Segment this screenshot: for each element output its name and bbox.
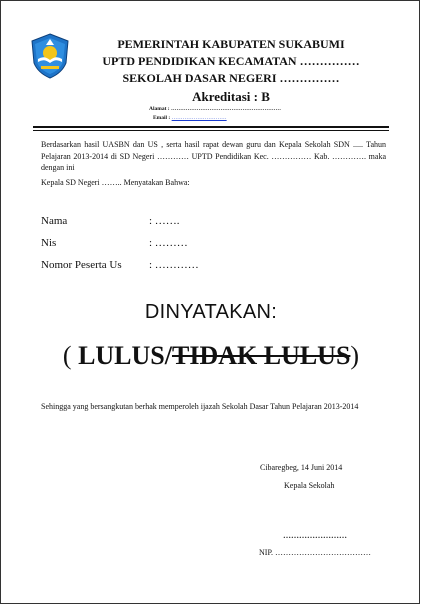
header-uptd: UPTD PENDIDIKAN KECAMATAN …………… bbox=[102, 54, 360, 68]
result-line bbox=[1, 341, 421, 371]
field-value: : ……. bbox=[149, 215, 180, 227]
email-label: Email : bbox=[153, 115, 171, 121]
field-value: : ………… bbox=[149, 259, 199, 271]
field-nis bbox=[41, 237, 188, 249]
field-label: Nomor Peserta Us bbox=[41, 259, 122, 271]
field-label: Nama bbox=[41, 215, 68, 227]
tut-wuri-handayani-logo-icon bbox=[29, 33, 71, 79]
field-value: : ……… bbox=[149, 237, 188, 249]
address-line bbox=[149, 106, 281, 112]
intro-statement: Kepala SD Negeri …….. Menyatakan Bahwa: bbox=[41, 178, 190, 187]
closing-paragraph: Sehingga yang bersangkutan berhak memperoleh ijazah Sekolah Dasar Tahun Pelajaran 2013-2014 bbox=[41, 402, 359, 411]
signatory-nip: NIP. ……………………………… bbox=[259, 548, 372, 557]
header-divider-thin bbox=[33, 130, 389, 131]
signatory-name-line: …………………… bbox=[283, 531, 347, 540]
email-link[interactable]: ………………………… bbox=[171, 115, 227, 121]
field-nomor-peserta bbox=[41, 259, 199, 271]
email-line bbox=[153, 115, 227, 121]
place-date: Cibaregbeg, 14 Juni 2014 bbox=[260, 463, 343, 472]
result-tidak-lulus: TIDAK LULUS bbox=[171, 341, 351, 370]
header-government: PEMERINTAH KABUPATEN SUKABUMI bbox=[117, 37, 345, 51]
field-nama bbox=[41, 215, 180, 227]
address-value: …………………………………………………… bbox=[171, 106, 281, 112]
close-paren: ) bbox=[350, 341, 360, 370]
intro-paragraph: Berdasarkan hasil UASBN dan US , serta hasil rapat dewan guru dan Kepala Sekolah SDN ..... Tahun Pelajaran 2013-2014 di SD Negeri ………… UPTD Pendidikan Kec. …………… Kab. …………. maka dengan ini bbox=[41, 140, 386, 172]
address-label: Alamat : bbox=[149, 106, 170, 112]
header-accreditation: Akreditasi : B bbox=[192, 89, 270, 104]
statement-title: DINYATAKAN: bbox=[144, 301, 278, 323]
signatory-title: Kepala Sekolah bbox=[284, 481, 335, 490]
open-paren: ( bbox=[62, 341, 79, 370]
result-lulus: LULUS/ bbox=[78, 341, 172, 370]
field-label: Nis bbox=[41, 237, 57, 249]
header-divider-thick bbox=[33, 126, 389, 128]
header-school: SEKOLAH DASAR NEGERI …………… bbox=[122, 71, 340, 85]
